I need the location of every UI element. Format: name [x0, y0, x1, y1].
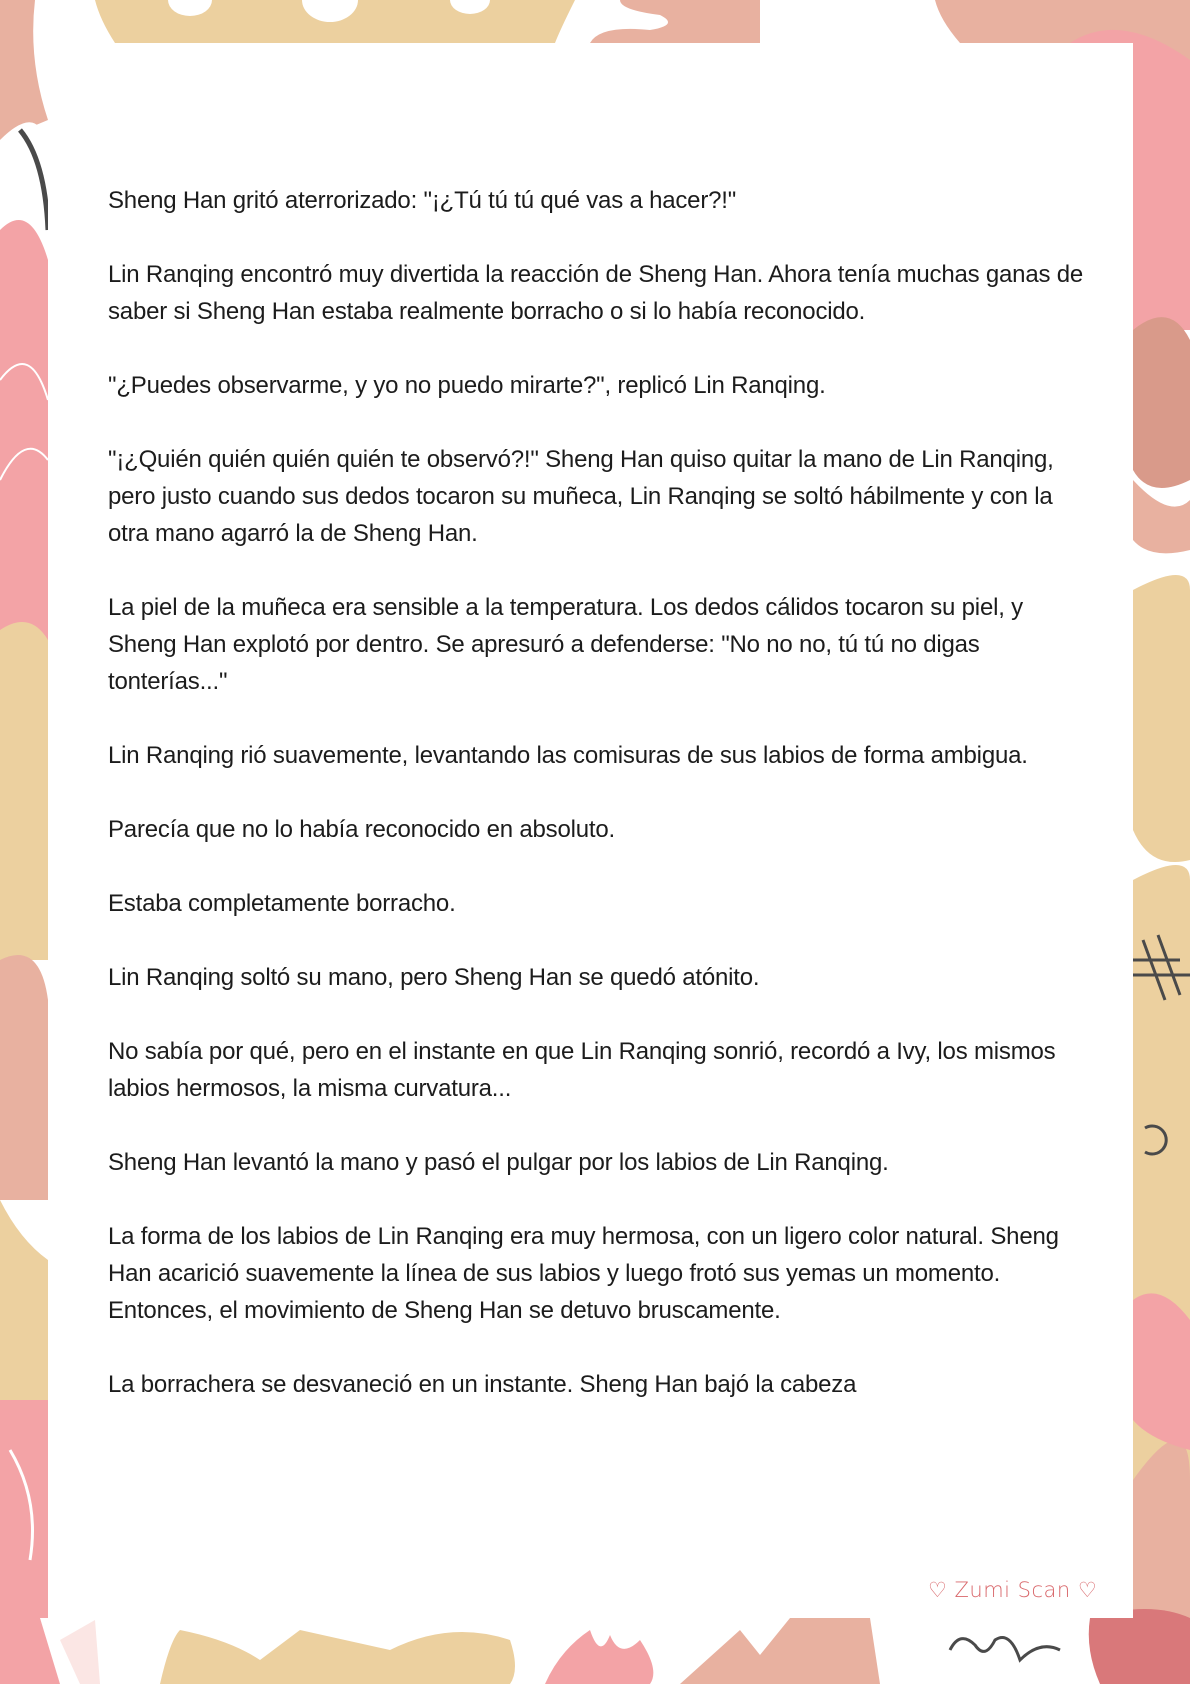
- watermark: ♡ Zumi Scan ♡: [928, 1578, 1098, 1602]
- paragraph: La forma de los labios de Lin Ranqing era muy hermosa, con un ligero color natural. Sheng Han acarició suavemente la línea de sus labios y luego frotó sus yemas un momento. Entonces, el movimiento de Sheng Han se detuvo bruscamente.: [108, 1223, 1059, 1324]
- paragraph: La borrachera se desvaneció en un instante. Sheng Han bajó la cabeza: [108, 1371, 857, 1398]
- paragraph: Sheng Han gritó aterrorizado: "¡¿Tú tú tú qué vas a hacer?!": [108, 187, 737, 214]
- paragraph: "¡¿Quién quién quién quién te observó?!" Sheng Han quiso quitar la mano de Lin Ranqing, pero justo cuando sus dedos tocaron su muñeca, Lin Ranqing se soltó hábilmente y con la otra mano agarró la de Sheng Han.: [108, 446, 1054, 547]
- paragraph: Lin Ranqing soltó su mano, pero Sheng Han se quedó atónito.: [108, 964, 760, 991]
- paragraph: Sheng Han levantó la mano y pasó el pulgar por los labios de Lin Ranqing.: [108, 1149, 889, 1176]
- paragraph: Parecía que no lo había reconocido en absoluto.: [108, 816, 615, 843]
- paragraph: Estaba completamente borracho.: [108, 890, 456, 917]
- paragraph: "¿Puedes observarme, y yo no puedo mirarte?", replicó Lin Ranqing.: [108, 372, 826, 399]
- paragraph: Lin Ranqing rió suavemente, levantando las comisuras de sus labios de forma ambigua.: [108, 742, 1028, 769]
- paragraph: No sabía por qué, pero en el instante en que Lin Ranqing sonrió, recordó a Ivy, los mismos labios hermosos, la misma curvatura...: [108, 1038, 1056, 1102]
- paragraph: Lin Ranqing encontró muy divertida la reacción de Sheng Han. Ahora tenía muchas ganas de saber si Sheng Han estaba realmente borracho o si lo había reconocido.: [108, 261, 1084, 325]
- chapter-text: [108, 182, 1088, 1440]
- paragraph: La piel de la muñeca era sensible a la temperatura. Los dedos cálidos tocaron su piel, y Sheng Han explotó por dentro. Se apresuró a defenderse: "No no no, tú tú no digas tonterías...": [108, 594, 1023, 695]
